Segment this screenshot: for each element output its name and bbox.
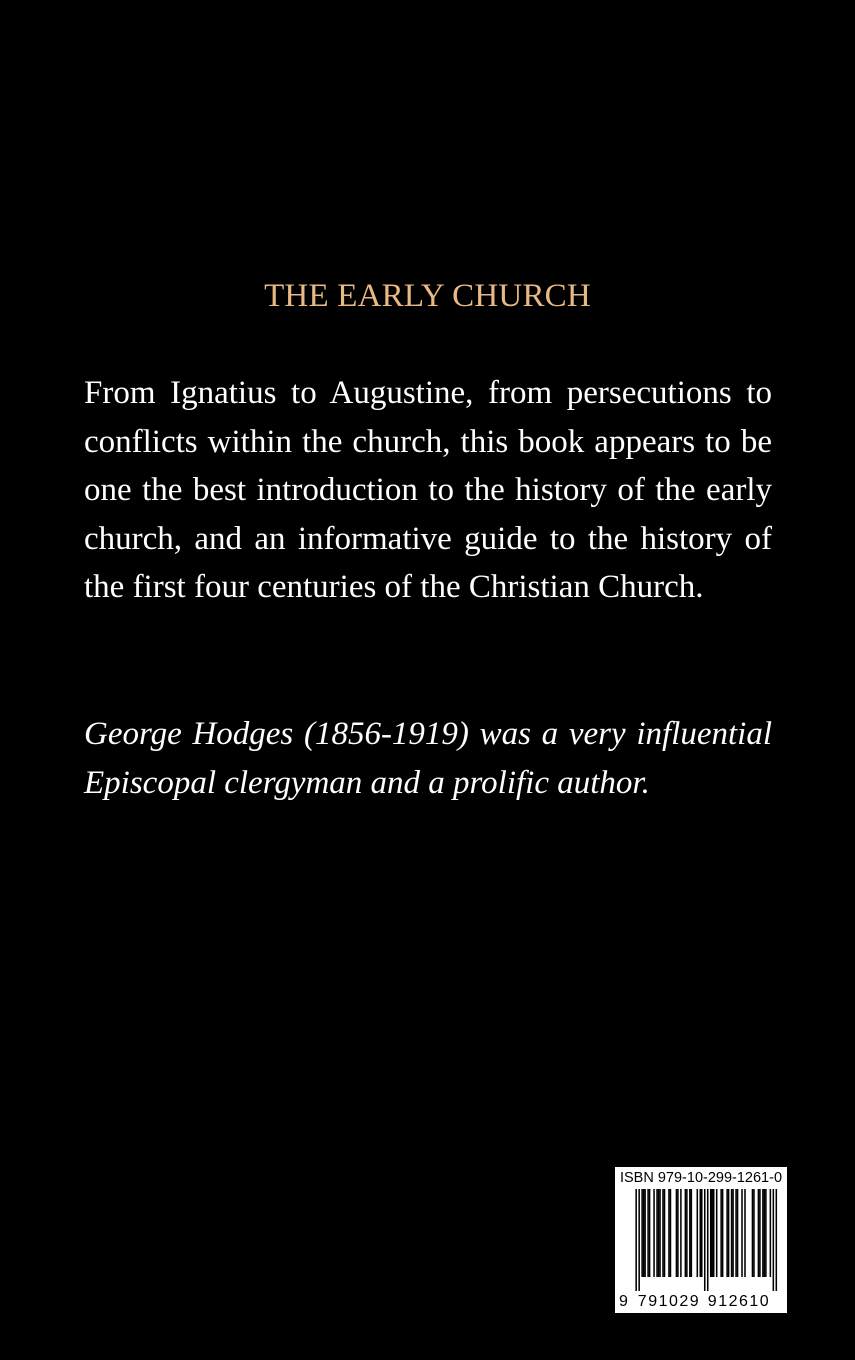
barcode-bar xyxy=(656,1189,658,1277)
barcode-bar xyxy=(776,1189,778,1291)
barcode-bar xyxy=(722,1189,724,1277)
barcode-bar xyxy=(744,1189,746,1277)
barcode-bar xyxy=(764,1189,766,1277)
barcode-bar xyxy=(726,1189,728,1277)
ean-digits xyxy=(619,1292,783,1312)
barcode-bar xyxy=(710,1189,712,1277)
barcode-bar xyxy=(644,1189,646,1277)
barcode-bar xyxy=(773,1189,775,1291)
barcode-bar xyxy=(680,1189,682,1277)
barcode-bar xyxy=(677,1189,679,1277)
ean-lead-digit: 9 xyxy=(619,1293,628,1310)
barcode-bar xyxy=(643,1189,645,1277)
barcode-bar xyxy=(765,1189,767,1277)
barcode-bar xyxy=(685,1189,687,1277)
barcode-bar xyxy=(635,1189,637,1291)
book-title: THE EARLY CHURCH xyxy=(264,278,591,314)
barcode-bar xyxy=(732,1189,734,1277)
barcode-bar xyxy=(662,1189,664,1277)
barcode-bar xyxy=(686,1189,688,1277)
barcode-bar xyxy=(728,1189,730,1277)
barcode-bar xyxy=(731,1189,733,1277)
barcode-bar xyxy=(700,1189,702,1277)
barcode-bar xyxy=(704,1189,706,1291)
barcode-bar xyxy=(664,1189,666,1277)
barcode-bar xyxy=(752,1189,754,1277)
barcode-bar xyxy=(711,1189,713,1277)
barcode-bar xyxy=(691,1189,693,1277)
barcode-bar xyxy=(707,1189,709,1291)
barcode-bar xyxy=(670,1189,672,1277)
barcode-bar xyxy=(758,1189,760,1277)
barcode-bar xyxy=(668,1189,670,1277)
barcode-bar xyxy=(638,1189,640,1291)
barcode-bar xyxy=(737,1189,739,1277)
barcode-bar xyxy=(649,1189,651,1277)
barcode-bar xyxy=(735,1189,737,1277)
isbn-label: ISBN 979-10-299-1261-0 xyxy=(619,1170,783,1186)
author-bio: George Hodges (1856-1919) was a very influential Episcopal clergyman and a prolific author. xyxy=(84,716,772,801)
barcode-bar xyxy=(716,1189,718,1277)
barcode-bar xyxy=(647,1189,649,1277)
barcode-bar xyxy=(676,1189,678,1277)
barcode-bar xyxy=(753,1189,755,1277)
barcode-bar xyxy=(741,1189,743,1277)
barcode-bar xyxy=(641,1189,643,1277)
barcode-bar xyxy=(689,1189,691,1277)
barcode-bar xyxy=(653,1189,655,1277)
ean-right-digits: 912610 xyxy=(707,1293,771,1310)
barcode-bar xyxy=(759,1189,761,1277)
book-description: From Ignatius to Augustine, from persecutions to conflicts within the church, this book appears to be one the best introduction to the history of the early church, and an informative guide to the history of the first four centuries of the Christian Church. xyxy=(84,375,772,605)
barcode-bar xyxy=(658,1189,660,1277)
barcode-bar xyxy=(697,1189,699,1277)
ean-left-digits: 791029 xyxy=(637,1293,701,1310)
barcode-bar xyxy=(713,1189,715,1277)
isbn-barcode xyxy=(615,1167,787,1313)
barcode-bar xyxy=(659,1189,661,1277)
barcode-bar xyxy=(701,1189,703,1277)
barcode-bar xyxy=(770,1189,772,1277)
barcode-bars xyxy=(619,1189,783,1291)
barcode-bar xyxy=(720,1189,722,1277)
barcode-bar xyxy=(762,1189,764,1277)
